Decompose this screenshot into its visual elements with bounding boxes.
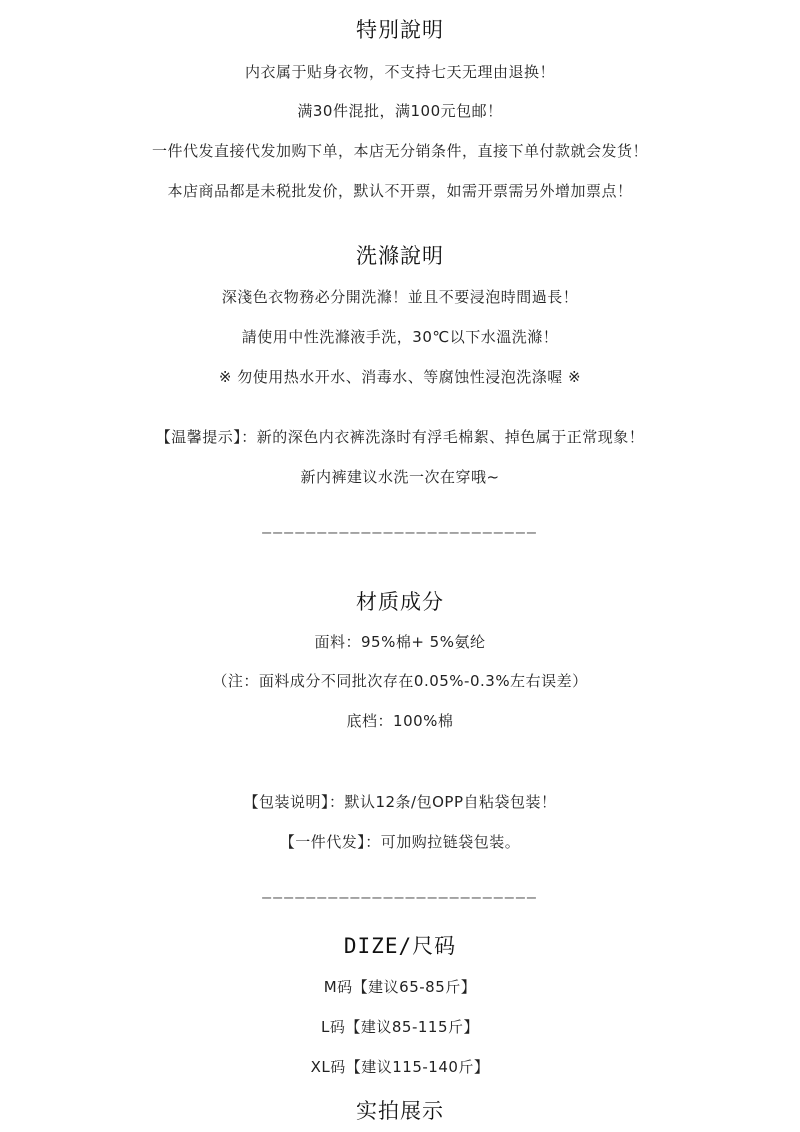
size-item-m: M码【建议65-85斤】: [323, 978, 477, 996]
size-title: DIZE/尺码: [343, 934, 457, 958]
size-item-xl: XL码【建议115-140斤】: [310, 1058, 490, 1076]
special-note-line-1: 内衣属于贴身衣物，不支持七天无理由退换！: [244, 63, 555, 81]
material-fabric: 面料：95%棉+ 5%氨纶: [314, 633, 486, 651]
special-note-line-3: 一件代发直接代发加购下单，本店无分销条件，直接下单付款就会发货！: [151, 142, 648, 160]
special-note-line-4: 本店商品都是未税批发价，默认不开票，如需开票需另外增加票点！: [167, 182, 633, 200]
special-note-line-2: 满30件混批，满100元包邮！: [297, 102, 503, 120]
photo-section-title: 实拍展示: [356, 1099, 444, 1123]
section-divider-1: —————————————————————————: [262, 523, 538, 541]
special-notes-title: 特別說明: [356, 18, 444, 42]
washing-tip: 【温馨提示】：新的深色内衣裤洗涤时有浮毛棉絮、掉色属于正常现象！: [155, 428, 645, 446]
section-divider-2: —————————————————————————: [262, 888, 538, 906]
packaging-note: 【包装说明】：默认12条/包OPP自粘袋包装！: [243, 793, 557, 811]
washing-title: 洗滌說明: [356, 244, 444, 268]
washing-line-2: 請使用中性洗滌液手洗，30℃以下水溫洗滌！: [241, 328, 559, 346]
washing-tip-2: 新内裤建议水洗一次在穿哦~: [300, 468, 500, 486]
material-crotch: 底档：100%棉: [346, 712, 454, 730]
washing-line-3: ※ 勿使用热水开水、消毒水、等腐蚀性浸泡洗涤喔 ※: [218, 368, 582, 386]
dropship-note: 【一件代发】：可加购拉链袋包装。: [279, 833, 521, 851]
material-note: （注：面料成分不同批次存在0.05%-0.3%左右误差）: [212, 672, 588, 690]
size-item-l: L码【建议85-115斤】: [321, 1018, 479, 1036]
material-title: 材质成分: [356, 590, 444, 614]
washing-line-1: 深淺色衣物務必分開洗滌！並且不要浸泡時間過長！: [221, 288, 579, 306]
